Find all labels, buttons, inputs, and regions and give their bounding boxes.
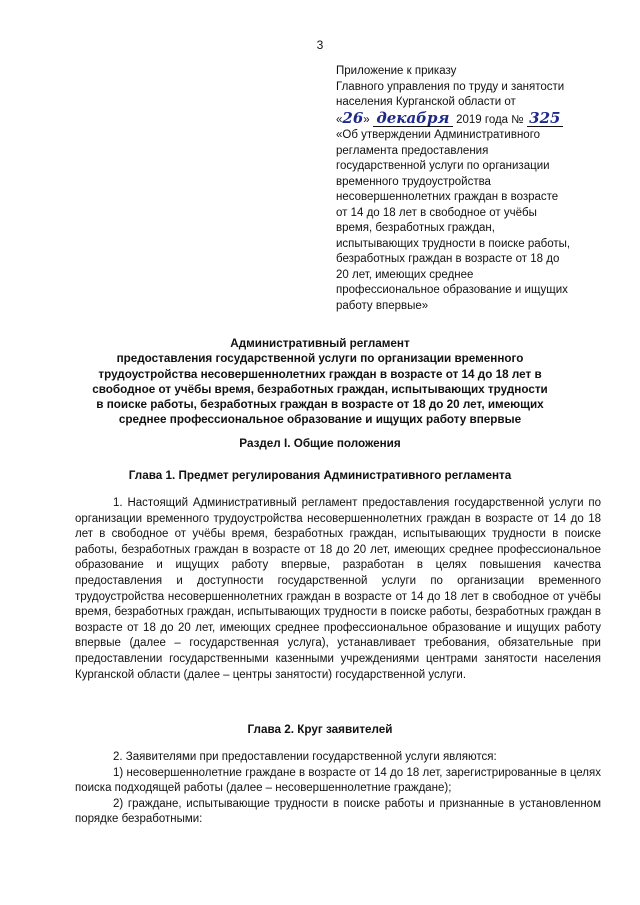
paragraph-2: 2. Заявителями при предоставлении государственной услуги являются: xyxy=(113,751,497,763)
appendix-title-line: профессиональное образование и ищущих xyxy=(336,284,568,296)
regulation-title-main: Административный регламент xyxy=(230,337,410,350)
appendix-title-line: время, безработных граждан, xyxy=(336,222,495,234)
appendix-line-1: Приложение к приказу xyxy=(336,65,457,77)
section-1-heading: Раздел I. Общие положения xyxy=(239,437,401,450)
appendix-title-line: от 14 до 18 лет в свободное от учёбы xyxy=(336,206,537,219)
appendix-title-line: несовершеннолетних граждан в возрасте xyxy=(336,191,559,203)
appendix-title-line: безработных граждан в возрасте от 18 до xyxy=(336,253,560,265)
appendix-title-line: «Об утверждении Административного xyxy=(336,129,541,141)
appendix-block xyxy=(336,64,606,314)
paragraph-1: 1. Настоящий Административный регламент предоставления государственной услуги по организации временного трудоустройства несовершеннолетних граждан в возрасте от 14 до 18 лет в свободное от учёбы время, безработных граждан, испытывающих трудности в поиске работы, безработных граждан в возрасте от 18 до 20 лет, имеющих среднее профессиональное образование и ищущих работу впервые, разработан в целях повышения качества предоставления и доступности государственной услуги по организации временного трудоустройства несовершеннолетних граждан в возрасте от 14 до 18 лет в свободное от учёбы время, безработных граждан, испытывающих трудности в поиске работы, безработных граждан в возрасте от 18 до 20 лет, имеющих среднее профессиональное образование и ищущих работу впервые (далее – государственная услуга), устанавливает требования, обязательные при предоставлении государственными казенными учреждениями центрами занятости населения Курганской области (далее – центры занятости) государственной услуги. xyxy=(75,497,601,681)
regulation-title xyxy=(92,336,548,428)
date-month-handwritten: декабря xyxy=(373,111,453,128)
chapter-1-body xyxy=(75,496,601,683)
order-number-handwritten: 325 xyxy=(527,111,563,128)
appendix-title-line: испытывающих трудности в поиске работы, xyxy=(336,237,571,250)
list-item-2: 2) граждане, испытывающие трудности в поиске работы и признанные в установленном порядке безработными: xyxy=(75,797,601,826)
appendix-title-line: 20 лет, имеющих среднее xyxy=(336,268,474,281)
list-item-1: 1) несовершеннолетние граждане в возрасте от 14 до 18 лет, зарегистрированные в целях поиска подходящей работы (далее – несовершеннолетние граждане); xyxy=(75,766,601,795)
appendix-date-line xyxy=(336,108,606,129)
regulation-title-subject: предоставления государственной услуги по организации временного трудоустройства несовершеннолетних граждан в возрасте от 14 до 18 лет в свободное от учёбы время, безработных граждан, испытывающих трудности в поиске работы, безработных граждан в возрасте от 18 до 20 лет, имеющих среднее профессиональное образование и ищущих работу впервые xyxy=(92,352,548,427)
appendix-title-line: государственной услуги по организации xyxy=(336,160,550,172)
page-number: 3 xyxy=(316,38,324,52)
chapter-1-heading: Глава 1. Предмет регулирования Административного регламента xyxy=(128,469,512,482)
appendix-line-2: Главного управления по труду и занятости xyxy=(336,80,565,93)
date-day-handwritten: 26 xyxy=(342,108,364,127)
chapter-2-heading: Глава 2. Круг заявителей xyxy=(247,723,393,736)
appendix-title-line: регламента предоставления xyxy=(336,144,489,157)
appendix-title-line: временного трудоустройства xyxy=(336,175,491,188)
chapter-2-body xyxy=(75,750,601,828)
appendix-line-3: населения Курганской области от xyxy=(336,96,516,108)
date-year-text: 2019 года № xyxy=(456,113,524,126)
date-open-quote: « xyxy=(336,113,343,126)
date-close-quote: » xyxy=(363,113,370,126)
appendix-title-line: работу впервые» xyxy=(336,299,429,312)
